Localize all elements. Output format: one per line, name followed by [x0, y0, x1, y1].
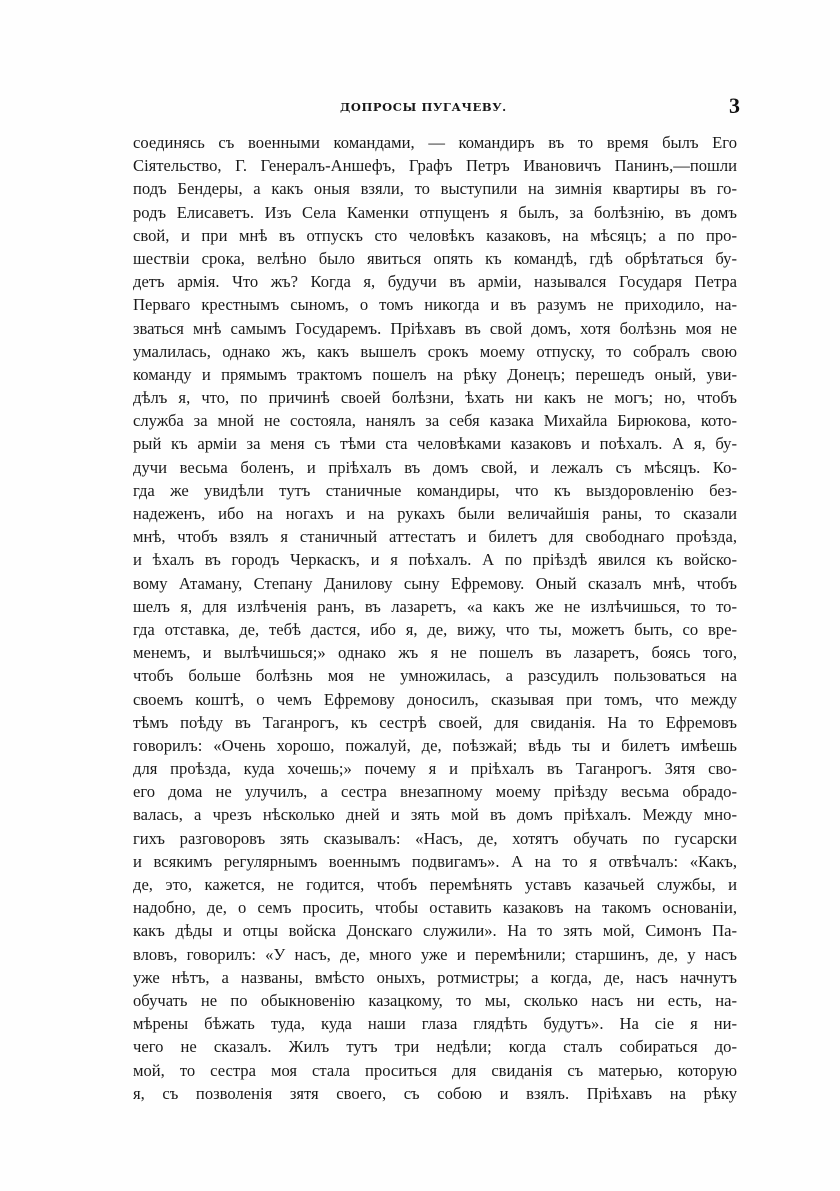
text-line: надобно, де, о семъ просить, чтобы оставить казаковъ на такомъ основанiи,: [133, 898, 737, 918]
text-line: какъ дѣды и отцы войска Донскаго служили». На то зять мой, Симонъ Па-: [133, 921, 737, 941]
text-line: рый къ армiи за меня съ тѣми ста человѣками казаковъ и поѣхалъ. А я, бу-: [133, 434, 737, 454]
page-number: 3: [729, 93, 740, 118]
text-line: гда отставка, де, тебѣ дастся, ибо я, де, вижу, что ты, можетъ быть, со вре-: [133, 619, 737, 639]
text-line: зваться мнѣ самымъ Государемъ. Прiѣхавъ въ свой домъ, хотя болѣзнь моя не: [133, 318, 737, 338]
text-line: вому Атаману, Степану Данилову сыну Ефремову. Оный сказалъ мнѣ, чтобъ: [133, 573, 737, 593]
text-line: служба за мной не состояла, нанялъ за себя казака Михайла Бирюкова, кото-: [133, 411, 737, 431]
text-line: менемъ, и вылѣчишься;» однако жъ я не пошелъ въ лазаретъ, боясь того,: [133, 643, 737, 663]
text-line: его дома не улучилъ, а сестра внезапному моему прiѣзду весьма обрадо-: [133, 782, 737, 802]
text-line: подъ Бендеры, а какъ оныя взяли, то выступили на зимнiя квартиры въ го-: [133, 179, 737, 199]
text-line: уже нѣтъ, а названы, вмѣсто оныхъ, ротмистры; а когда, де, насъ начнутъ: [133, 967, 737, 987]
body-text: [133, 131, 737, 1105]
text-line: Сiятельство, Г. Генералъ-Аншефъ, Графъ Петръ Ивановичъ Панинъ,—пошли: [133, 156, 737, 176]
text-line: шествiи срока, велѣно было явиться опять къ командѣ, гдѣ обрѣтаться бу-: [133, 248, 737, 268]
text-line: я, съ позволенiя зятя своего, съ собою и взялъ. Прiѣхавъ на рѣку: [133, 1083, 737, 1103]
running-head: ДОПРОСЫ ПУГАЧЕВУ.: [340, 100, 507, 114]
text-line: мой, то сестра моя стала проситься для свиданiя съ матерью, которую: [133, 1060, 737, 1080]
text-line: гихъ разговоровъ зять сказывалъ: «Насъ, де, хотятъ обучать по гусарски: [133, 828, 737, 848]
text-line: чтобъ больше болѣзнь моя не умножилась, а разсудилъ пользоваться на: [133, 666, 737, 686]
text-line: дучи весьма боленъ, и прiѣхалъ въ домъ свой, и лежалъ съ мѣсяцъ. Ко-: [133, 457, 737, 477]
page-header: [128, 93, 740, 124]
text-line: умалилась, однако жъ, какъ вышелъ срокъ моему отпуску, то собралъ свою: [133, 341, 737, 361]
text-line: детъ армiя. Что жъ? Когда я, будучи въ армiи, назывался Государя Петра: [133, 272, 737, 292]
text-line: де, это, кажется, не годится, чтобъ перемѣнять уставъ казачьей службы, и: [133, 875, 737, 894]
text-line: гда же увидѣли тутъ станичные командиры, что къ выздоровленiю без-: [133, 480, 737, 500]
text-line: шелъ я, для излѣченiя ранъ, въ лазаретъ, «а какъ же не излѣчишься, то то-: [133, 596, 737, 616]
text-line: мѣрены бѣжать туда, куда наши глаза глядѣть будутъ». На сiе я ни-: [133, 1014, 737, 1034]
text-line: чего не сказалъ. Жилъ тутъ три недѣли; когда сталъ собираться до-: [133, 1037, 737, 1057]
text-line: свой, и при мнѣ въ отпускъ сто человѣкъ казаковъ, на мѣсяцъ; а по про-: [133, 225, 737, 245]
text-line: мнѣ, чтобъ взялъ я станичный аттестатъ и билетъ для свободнаго проѣзда,: [133, 527, 737, 547]
text-line: валась, а чрезъ нѣсколько дней и зять мой въ домъ прiѣхалъ. Между мно-: [133, 805, 737, 825]
text-line: Перваго крестнымъ сыномъ, о томъ никогда и въ разумъ не приходило, на-: [133, 295, 737, 315]
text-line: для проѣзда, куда хочешь;» почему я и прiѣхалъ въ Таганрогъ. Зятя сво-: [133, 759, 737, 779]
text-line: надеженъ, ибо на ногахъ и на рукахъ были величайшiя раны, то сказали: [133, 504, 737, 523]
text-line: тѣмъ поѣду въ Таганрогъ, къ сестрѣ своей, для свиданiя. На то Ефремовъ: [133, 712, 737, 732]
text-line: и ѣхалъ въ городъ Черкаскъ, и я поѣхалъ. А по прiѣздѣ явился къ войско-: [133, 550, 737, 570]
text-line: команду и прямымъ трактомъ пошелъ на рѣку Донецъ; перешедъ оный, уви-: [133, 364, 737, 384]
text-line: вловъ, говорилъ: «У насъ, де, много уже и перемѣнили; старшинъ, де, у насъ: [133, 944, 737, 964]
text-line: обучать не по обыкновенiю казацкому, то мы, сколько насъ ни есть, на-: [133, 990, 737, 1010]
text-line: дѣлъ я, что, по причинѣ своей болѣзни, ѣхать ни какъ не могъ; но, чтобъ: [133, 388, 737, 408]
text-line: своемъ коштѣ, о чемъ Ефремову доносилъ, сказывая при томъ, что между: [133, 689, 737, 709]
text-line: и всякимъ регулярнымъ военнымъ подвигамъ». А на то я отвѣчалъ: «Какъ,: [133, 851, 737, 871]
text-line: родъ Елисаветъ. Изъ Села Каменки отпущенъ я былъ, за болѣзнiю, въ домъ: [133, 202, 737, 222]
text-line: соединясь съ военными командами, — командиръ въ то время былъ Его: [133, 133, 737, 152]
text-line: говорилъ: «Очень хорошо, пожалуй, де, поѣзжай; вѣдь ты и билетъ имѣешь: [133, 735, 737, 755]
